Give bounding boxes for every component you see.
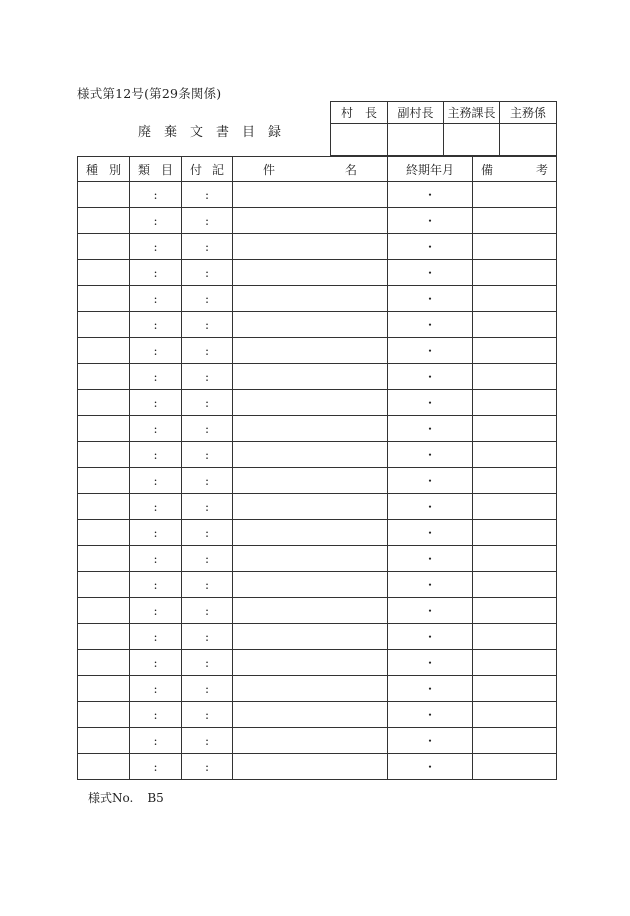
supplement-cell[interactable]: : bbox=[182, 208, 233, 234]
supplement-cell[interactable]: : bbox=[182, 676, 233, 702]
subject-cell[interactable] bbox=[233, 520, 388, 546]
subject-cell[interactable] bbox=[233, 468, 388, 494]
remarks-cell[interactable] bbox=[473, 338, 557, 364]
supplement-cell[interactable]: : bbox=[182, 624, 233, 650]
disposal-ledger-table bbox=[77, 156, 557, 780]
end-date-cell[interactable]: ・ bbox=[388, 260, 473, 286]
table-row bbox=[78, 260, 557, 286]
table-row bbox=[78, 520, 557, 546]
category-cell[interactable]: : bbox=[130, 468, 182, 494]
table-row bbox=[78, 442, 557, 468]
supplement-cell[interactable]: : bbox=[182, 416, 233, 442]
end-date-cell[interactable]: ・ bbox=[388, 208, 473, 234]
end-date-cell[interactable]: ・ bbox=[388, 676, 473, 702]
category-cell[interactable]: : bbox=[130, 520, 182, 546]
end-date-cell[interactable]: ・ bbox=[388, 338, 473, 364]
supplement-cell[interactable]: : bbox=[182, 338, 233, 364]
table-row bbox=[78, 416, 557, 442]
supplement-cell[interactable]: : bbox=[182, 702, 233, 728]
remarks-cell[interactable] bbox=[473, 650, 557, 676]
remarks-cell[interactable] bbox=[473, 260, 557, 286]
subject-cell[interactable] bbox=[233, 182, 388, 208]
subject-cell[interactable] bbox=[233, 390, 388, 416]
subject-cell[interactable] bbox=[233, 650, 388, 676]
subject-cell[interactable] bbox=[233, 234, 388, 260]
end-date-cell[interactable]: ・ bbox=[388, 702, 473, 728]
supplement-cell[interactable]: : bbox=[182, 520, 233, 546]
remarks-cell[interactable] bbox=[473, 364, 557, 390]
remarks-cell[interactable] bbox=[473, 494, 557, 520]
category-cell[interactable]: : bbox=[130, 338, 182, 364]
supplement-cell[interactable]: : bbox=[182, 598, 233, 624]
column-header-supplement: 付 記 bbox=[182, 157, 233, 182]
table-row bbox=[78, 494, 557, 520]
category-cell[interactable]: : bbox=[130, 572, 182, 598]
remarks-cell[interactable] bbox=[473, 468, 557, 494]
type-cell[interactable] bbox=[78, 234, 130, 260]
remarks-cell[interactable] bbox=[473, 676, 557, 702]
category-cell[interactable]: : bbox=[130, 676, 182, 702]
supplement-cell[interactable]: : bbox=[182, 728, 233, 754]
type-cell[interactable] bbox=[78, 546, 130, 572]
end-date-cell[interactable]: ・ bbox=[388, 286, 473, 312]
table-row bbox=[78, 650, 557, 676]
remarks-cell[interactable] bbox=[473, 182, 557, 208]
supplement-cell[interactable]: : bbox=[182, 468, 233, 494]
supplement-cell[interactable]: : bbox=[182, 442, 233, 468]
table-row bbox=[78, 208, 557, 234]
table-row bbox=[78, 390, 557, 416]
remarks-cell[interactable] bbox=[473, 442, 557, 468]
end-date-cell[interactable]: ・ bbox=[388, 494, 473, 520]
title-char: 目 bbox=[242, 125, 256, 140]
type-cell[interactable] bbox=[78, 494, 130, 520]
remarks-cell[interactable] bbox=[473, 416, 557, 442]
type-cell[interactable] bbox=[78, 624, 130, 650]
subject-cell[interactable] bbox=[233, 494, 388, 520]
table-row bbox=[78, 754, 557, 780]
supplement-cell[interactable]: : bbox=[182, 390, 233, 416]
end-date-cell[interactable]: ・ bbox=[388, 416, 473, 442]
remarks-cell[interactable] bbox=[473, 598, 557, 624]
remarks-cell[interactable] bbox=[473, 624, 557, 650]
type-cell[interactable] bbox=[78, 286, 130, 312]
supplement-cell[interactable]: : bbox=[182, 364, 233, 390]
end-date-cell[interactable]: ・ bbox=[388, 650, 473, 676]
subject-cell[interactable] bbox=[233, 312, 388, 338]
type-cell[interactable] bbox=[78, 390, 130, 416]
column-header-category: 類 目 bbox=[130, 157, 182, 182]
category-cell[interactable]: : bbox=[130, 182, 182, 208]
end-date-cell[interactable]: ・ bbox=[388, 572, 473, 598]
title-char: 録 bbox=[268, 125, 282, 140]
end-date-cell[interactable]: ・ bbox=[388, 546, 473, 572]
end-date-cell[interactable]: ・ bbox=[388, 728, 473, 754]
stamp-cell[interactable] bbox=[388, 124, 444, 156]
type-cell[interactable] bbox=[78, 208, 130, 234]
column-header-subject: 件 名 bbox=[233, 157, 388, 182]
supplement-cell[interactable]: : bbox=[182, 312, 233, 338]
category-cell[interactable]: : bbox=[130, 234, 182, 260]
supplement-cell[interactable]: : bbox=[182, 286, 233, 312]
subject-cell[interactable] bbox=[233, 260, 388, 286]
category-cell[interactable]: : bbox=[130, 546, 182, 572]
category-cell[interactable]: : bbox=[130, 442, 182, 468]
table-row bbox=[78, 624, 557, 650]
type-cell[interactable] bbox=[78, 312, 130, 338]
stamp-cell[interactable] bbox=[444, 124, 500, 156]
type-cell[interactable] bbox=[78, 650, 130, 676]
approval-header-village-head: 村 長 bbox=[331, 102, 388, 124]
ledger-body bbox=[78, 182, 557, 780]
remarks-cell[interactable] bbox=[473, 286, 557, 312]
subject-cell[interactable] bbox=[233, 676, 388, 702]
subject-cell[interactable] bbox=[233, 598, 388, 624]
end-date-cell[interactable]: ・ bbox=[388, 390, 473, 416]
subject-cell[interactable] bbox=[233, 208, 388, 234]
type-cell[interactable] bbox=[78, 754, 130, 780]
supplement-cell[interactable]: : bbox=[182, 182, 233, 208]
table-row bbox=[78, 702, 557, 728]
category-cell[interactable]: : bbox=[130, 364, 182, 390]
subject-cell[interactable] bbox=[233, 416, 388, 442]
type-cell[interactable] bbox=[78, 442, 130, 468]
table-row bbox=[78, 728, 557, 754]
type-cell[interactable] bbox=[78, 182, 130, 208]
subject-cell[interactable] bbox=[233, 338, 388, 364]
type-cell[interactable] bbox=[78, 598, 130, 624]
type-cell[interactable] bbox=[78, 572, 130, 598]
table-row bbox=[78, 598, 557, 624]
type-cell[interactable] bbox=[78, 702, 130, 728]
type-cell[interactable] bbox=[78, 468, 130, 494]
subject-cell[interactable] bbox=[233, 546, 388, 572]
end-date-cell[interactable]: ・ bbox=[388, 182, 473, 208]
column-header-remarks: 備 考 bbox=[473, 157, 557, 182]
end-date-cell[interactable]: ・ bbox=[388, 598, 473, 624]
table-row bbox=[78, 182, 557, 208]
supplement-cell[interactable]: : bbox=[182, 260, 233, 286]
remarks-cell[interactable] bbox=[473, 390, 557, 416]
end-date-cell[interactable]: ・ bbox=[388, 312, 473, 338]
category-cell[interactable]: : bbox=[130, 494, 182, 520]
table-row bbox=[78, 676, 557, 702]
title-char: 書 bbox=[216, 125, 230, 140]
end-date-cell[interactable]: ・ bbox=[388, 624, 473, 650]
supplement-cell[interactable]: : bbox=[182, 546, 233, 572]
subject-cell[interactable] bbox=[233, 572, 388, 598]
table-row bbox=[78, 572, 557, 598]
category-cell[interactable]: : bbox=[130, 286, 182, 312]
type-cell[interactable] bbox=[78, 260, 130, 286]
title-char: 廃 bbox=[138, 125, 152, 140]
type-cell[interactable] bbox=[78, 416, 130, 442]
subject-cell[interactable] bbox=[233, 702, 388, 728]
remarks-cell[interactable] bbox=[473, 702, 557, 728]
form-footer bbox=[88, 789, 164, 806]
end-date-cell[interactable]: ・ bbox=[388, 364, 473, 390]
supplement-cell[interactable]: : bbox=[182, 494, 233, 520]
category-cell[interactable]: : bbox=[130, 260, 182, 286]
table-row bbox=[78, 312, 557, 338]
type-cell[interactable] bbox=[78, 520, 130, 546]
table-row bbox=[78, 234, 557, 260]
document-title bbox=[138, 121, 294, 140]
category-cell[interactable]: : bbox=[130, 702, 182, 728]
category-cell[interactable]: : bbox=[130, 728, 182, 754]
remarks-cell[interactable] bbox=[473, 312, 557, 338]
footer-paper-size: B5 bbox=[147, 791, 164, 805]
remarks-cell[interactable] bbox=[473, 754, 557, 780]
type-cell[interactable] bbox=[78, 338, 130, 364]
subject-cell[interactable] bbox=[233, 364, 388, 390]
remarks-cell[interactable] bbox=[473, 546, 557, 572]
subject-cell[interactable] bbox=[233, 624, 388, 650]
table-row bbox=[78, 338, 557, 364]
type-cell[interactable] bbox=[78, 676, 130, 702]
category-cell[interactable]: : bbox=[130, 650, 182, 676]
end-date-cell[interactable]: ・ bbox=[388, 442, 473, 468]
remarks-cell[interactable] bbox=[473, 572, 557, 598]
subject-cell[interactable] bbox=[233, 286, 388, 312]
subject-cell[interactable] bbox=[233, 728, 388, 754]
remarks-cell[interactable] bbox=[473, 520, 557, 546]
table-row bbox=[78, 546, 557, 572]
table-row bbox=[78, 364, 557, 390]
column-header-end-date: 終期年月 bbox=[388, 157, 473, 182]
approval-header-deputy-head: 副村長 bbox=[388, 102, 444, 124]
stamp-cell[interactable] bbox=[500, 124, 557, 156]
supplement-cell[interactable]: : bbox=[182, 572, 233, 598]
end-date-cell[interactable]: ・ bbox=[388, 520, 473, 546]
category-cell[interactable]: : bbox=[130, 312, 182, 338]
category-cell[interactable]: : bbox=[130, 624, 182, 650]
approval-header-section-chief: 主務課長 bbox=[444, 102, 500, 124]
approval-header-clerk: 主務係 bbox=[500, 102, 557, 124]
title-char: 棄 bbox=[164, 125, 178, 140]
type-cell[interactable] bbox=[78, 364, 130, 390]
remarks-cell[interactable] bbox=[473, 728, 557, 754]
category-cell[interactable]: : bbox=[130, 598, 182, 624]
category-cell[interactable]: : bbox=[130, 390, 182, 416]
subject-cell[interactable] bbox=[233, 442, 388, 468]
end-date-cell[interactable]: ・ bbox=[388, 468, 473, 494]
remarks-cell[interactable] bbox=[473, 234, 557, 260]
category-cell[interactable]: : bbox=[130, 208, 182, 234]
remarks-cell[interactable] bbox=[473, 208, 557, 234]
table-row bbox=[78, 468, 557, 494]
stamp-cell[interactable] bbox=[331, 124, 388, 156]
column-header-type: 種 別 bbox=[78, 157, 130, 182]
category-cell[interactable]: : bbox=[130, 416, 182, 442]
end-date-cell[interactable]: ・ bbox=[388, 754, 473, 780]
end-date-cell[interactable]: ・ bbox=[388, 234, 473, 260]
footer-form-label: 様式No. bbox=[88, 791, 134, 805]
category-cell[interactable]: : bbox=[130, 754, 182, 780]
supplement-cell[interactable]: : bbox=[182, 650, 233, 676]
supplement-cell[interactable]: : bbox=[182, 234, 233, 260]
form-number-label: 様式第12号(第29条関係) bbox=[77, 86, 222, 101]
approval-stamp-table bbox=[330, 101, 557, 156]
title-char: 文 bbox=[190, 125, 204, 140]
type-cell[interactable] bbox=[78, 728, 130, 754]
table-row bbox=[78, 286, 557, 312]
subject-cell[interactable] bbox=[233, 754, 388, 780]
supplement-cell[interactable]: : bbox=[182, 754, 233, 780]
